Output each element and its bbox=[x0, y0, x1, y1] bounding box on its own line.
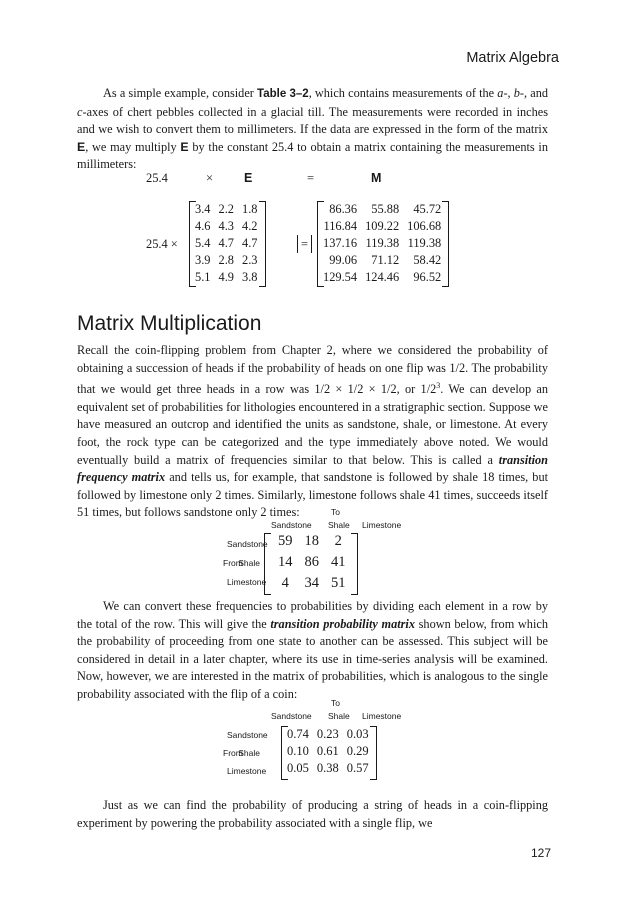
matrix-m-cell: 45.72 bbox=[413, 202, 442, 216]
last-paragraph: Just as we can find the probability of producing a string of heads in a coin-flipping experiment by powering the probability associated with a single flip, we bbox=[77, 798, 548, 830]
conversion-paragraph: We can convert these frequencies to probabilities by dividing each element in a row by the total of the row. This will give the transition probability matrix shown below, from which the probability of proceeding from one state to another can be assessed. This subject will be considered in detail in a later chapter, where its use in time-series analysis will be examined. Now, however, we are interested in the matrix of probabilities, which is analogous to the single probability associated with the flip of a coin: bbox=[77, 599, 548, 701]
matrix-e-cell: 4.7 bbox=[218, 236, 234, 250]
freq-col-limestone: Limestone bbox=[362, 520, 402, 530]
scalar-multiplier: 25.4 × bbox=[146, 237, 178, 251]
matrix-m-cell: 116.84 bbox=[323, 219, 358, 233]
scalar-label: 25.4 bbox=[146, 171, 168, 185]
freq-cell: 86 bbox=[304, 554, 319, 570]
matrix-m-cell: 58.42 bbox=[413, 253, 442, 267]
matrix-m-cell: 96.52 bbox=[413, 270, 442, 284]
matrix-m-cell: 99.06 bbox=[329, 253, 358, 267]
prob-cell: 0.03 bbox=[346, 727, 369, 741]
prob-row-shale: Shale bbox=[238, 748, 260, 758]
prob-cell: 0.38 bbox=[316, 761, 339, 775]
matrix-m-cell: 129.54 bbox=[323, 270, 358, 284]
matrix-e bbox=[191, 201, 262, 286]
matrix-m-cell: 119.38 bbox=[407, 236, 442, 250]
matrix-e-cell: 4.2 bbox=[242, 219, 258, 233]
freq-matrix-body bbox=[266, 531, 352, 594]
matrix-m-cell: 137.16 bbox=[323, 236, 358, 250]
intro-paragraph: As a simple example, consider Table 3–2, which contains measurements of the a-, b-, and c-axes of chert pebbles collected in a glacial till. The measurements were recorded in inches and we wish to convert them to millimeters. If the data are expressed in the form of the matrix E, we may multiply E by the constant 25.4 to obtain a matrix containing the measurements in millimeters: bbox=[77, 86, 548, 172]
freq-from-label: From bbox=[223, 558, 243, 568]
prob-col-limestone: Limestone bbox=[362, 711, 402, 721]
freq-cell: 34 bbox=[304, 575, 319, 591]
matrix-m bbox=[319, 201, 445, 286]
matrix-e-cell: 1.8 bbox=[242, 202, 258, 216]
prob-col-sandstone: Sandstone bbox=[271, 711, 312, 721]
matrix-m-cell: 55.88 bbox=[371, 202, 400, 216]
freq-col-shale: Shale bbox=[328, 520, 350, 530]
matrix-m-row bbox=[319, 252, 445, 269]
prob-row-limestone: Limestone bbox=[227, 766, 267, 776]
freq-cell: 59 bbox=[278, 533, 293, 549]
prob-cell: 0.10 bbox=[287, 744, 309, 758]
equals-symbol: = bbox=[307, 171, 315, 185]
matrix-m-row bbox=[319, 218, 445, 235]
matrix-m-row bbox=[319, 201, 445, 218]
term-transition-probability-matrix: transition probability matrix bbox=[270, 616, 415, 631]
prob-row bbox=[283, 760, 373, 777]
coin-paragraph: Recall the coin-flipping problem from Chapter 2, where we considered the probability of obtaining a succession of heads if the probability of heads on one flip was 1/2. The probability that we would get three heads in a row was 1/2 × 1/2 × 1/2, or $1/2^3$. We can develop an equivalent set of probabilities for lithologies encountered in a stratigraphic section. Suppose we have measured an outcrop and identified the units as sandstone, shale, or limestone. At every foot, the rock type can be categorized and the type immediately above noted. We would eventually build a matrix of frequencies similar to that below. This is called a transition frequency matrix and tells us, for example, that sandstone is followed by shale 18 times, but followed by limestone only 2 times. Similarly, limestone follows shale 41 times, succeeds itself 51 times, but follows sandstone only 2 times: bbox=[77, 343, 549, 520]
freq-cell: 18 bbox=[304, 533, 319, 549]
matrix-e-row bbox=[191, 235, 262, 252]
prob-col-shale: Shale bbox=[328, 711, 350, 721]
matrix-e-cell: 4.3 bbox=[218, 219, 234, 233]
prob-row-sandstone: Sandstone bbox=[227, 730, 268, 740]
matrix-e-row bbox=[191, 252, 262, 269]
freq-cell: 2 bbox=[334, 533, 342, 549]
prob-from-label: From bbox=[223, 748, 243, 758]
matrix-e-cell: 5.1 bbox=[195, 270, 211, 284]
freq-row bbox=[272, 552, 352, 573]
freq-row-sandstone: Sandstone bbox=[227, 539, 268, 549]
running-header: Matrix Algebra bbox=[466, 50, 559, 66]
matrix-e-cell: 5.4 bbox=[195, 236, 211, 250]
matrix-e-row bbox=[191, 201, 262, 218]
matrix-m-label: M bbox=[371, 171, 382, 185]
prob-to-label: To bbox=[331, 698, 340, 708]
freq-cell: 41 bbox=[331, 554, 346, 570]
prob-row bbox=[283, 743, 373, 760]
matrix-m-cell: 71.12 bbox=[371, 253, 400, 267]
matrix-e-cell: 3.9 bbox=[195, 253, 211, 267]
matrix-e-cell: 2.8 bbox=[218, 253, 234, 267]
freq-col-sandstone: Sandstone bbox=[271, 520, 312, 530]
term-transition-frequency-matrix: transition frequency matrix bbox=[77, 452, 548, 485]
freq-row bbox=[272, 531, 352, 552]
matrix-m-cell: 109.22 bbox=[365, 219, 400, 233]
prob-cell: 0.29 bbox=[346, 744, 369, 758]
freq-cell: 51 bbox=[331, 575, 346, 591]
matrix-e-cell: 3.4 bbox=[195, 202, 211, 216]
freq-cell: 14 bbox=[278, 554, 293, 570]
freq-to-label: To bbox=[331, 507, 340, 517]
times-symbol: × bbox=[206, 171, 214, 185]
prob-cell: 0.74 bbox=[287, 727, 309, 741]
matrix-m-cell: 86.36 bbox=[329, 202, 358, 216]
matrix-e-cell: 4.6 bbox=[195, 219, 211, 233]
prob-row bbox=[283, 726, 373, 743]
prob-cell: 0.61 bbox=[316, 744, 339, 758]
prob-cell: 0.23 bbox=[316, 727, 339, 741]
prob-cell: 0.57 bbox=[346, 761, 369, 775]
freq-row bbox=[272, 573, 352, 594]
matrix-e-cell: 4.7 bbox=[242, 236, 258, 250]
prob-cell: 0.05 bbox=[287, 761, 309, 775]
matrix-equals: = bbox=[297, 235, 312, 253]
matrix-m-cell: 124.46 bbox=[365, 270, 400, 284]
prob-matrix-body bbox=[283, 726, 373, 777]
table-reference: Table 3–2 bbox=[257, 88, 309, 100]
matrix-m-cell: 106.68 bbox=[407, 219, 442, 233]
matrix-m-cell: 119.38 bbox=[365, 236, 400, 250]
matrix-m-row bbox=[319, 269, 445, 286]
matrix-e-cell: 3.8 bbox=[242, 270, 258, 284]
matrix-e-row bbox=[191, 269, 262, 286]
freq-row-shale: Shale bbox=[238, 558, 260, 568]
matrix-e-cell: 4.9 bbox=[218, 270, 234, 284]
section-title: Matrix Multiplication bbox=[77, 312, 262, 335]
matrix-e-cell: 2.2 bbox=[218, 202, 234, 216]
matrix-m-row bbox=[319, 235, 445, 252]
matrix-e-label: E bbox=[244, 171, 253, 185]
freq-cell: 4 bbox=[281, 575, 289, 591]
page-number: 127 bbox=[530, 846, 551, 860]
matrix-e-row bbox=[191, 218, 262, 235]
matrix-e-cell: 2.3 bbox=[242, 253, 258, 267]
freq-row-limestone: Limestone bbox=[227, 577, 267, 587]
